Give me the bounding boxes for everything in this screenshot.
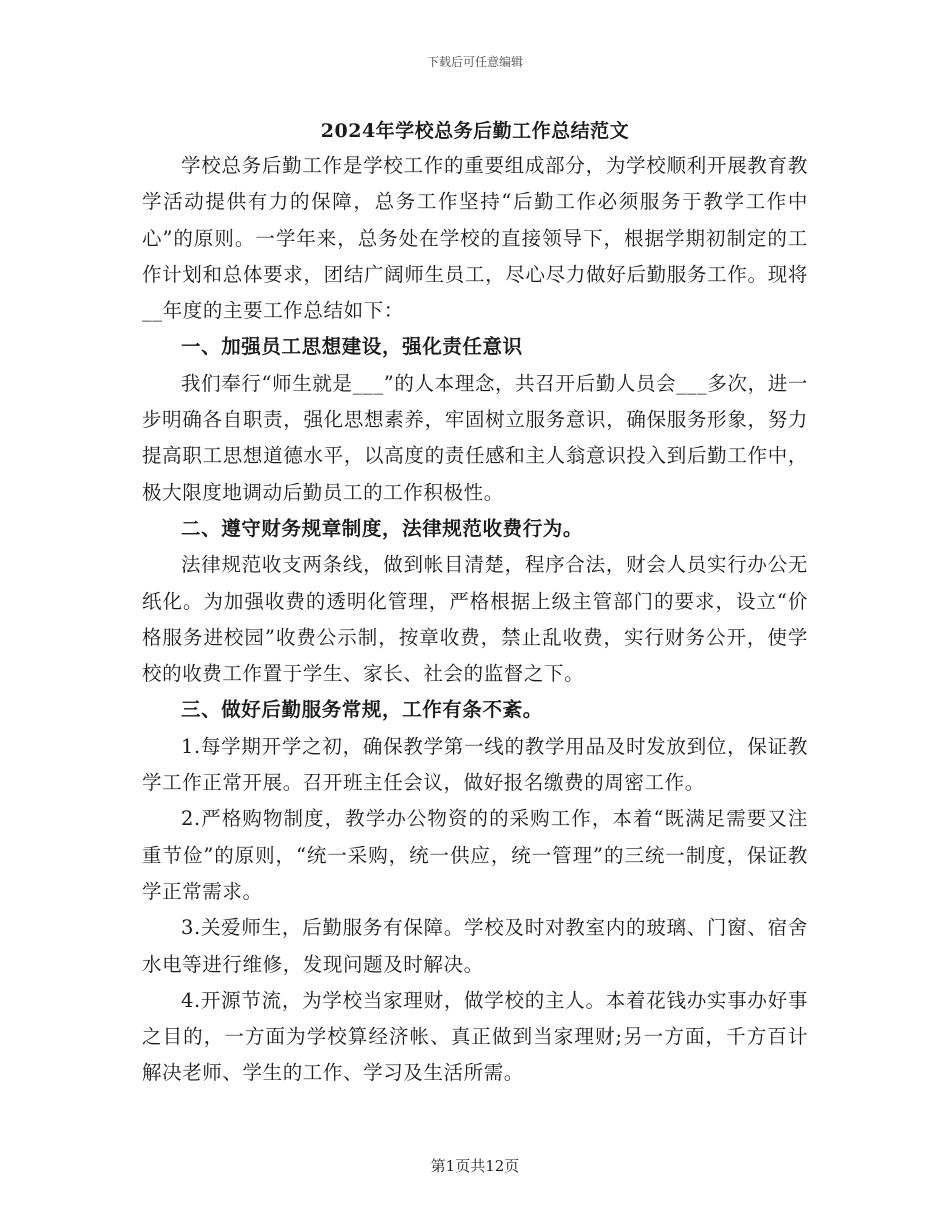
section-heading-1: 一、加强员工思想建设，强化责任意识 (181, 335, 523, 359)
paragraph-item-2: 2.严格购物制度，教学办公物资的的采购工作，本着“既满足需要又注重节俭”的原则，“统一采购，统一供应，统一管理”的三统一制度，保证教学正常需求。 (142, 807, 808, 903)
paragraph-section-2: 法律规范收支两条线，做到帐目清楚，程序合法，财会人员实行办公无纸化。为加强收费的透明化管理，严格根据上级主管部门的要求，设立“价格服务进校园”收费公示制，按章收费，禁止乱收费，实行财务公开，使学校的收费工作置于学生、家长、社会的监督之下。 (142, 553, 808, 686)
paragraph-item-3: 3.关爱师生，后勤服务有保障。学校及时对教室内的玻璃、门窗、宿舍水电等进行维修，发现问题及时解决。 (142, 916, 808, 976)
section-heading-2: 二、遵守财务规章制度，法律规范收费行为。 (181, 516, 584, 540)
section-heading-3: 三、做好后勤服务常规，工作有条不紊。 (181, 698, 543, 722)
paragraph-section-1: 我们奉行“师生就是___”的人本理念，共召开后勤人员会___多次，进一步明确各自职责，强化思想素养，牢固树立服务意识，确保服务形象，努力提高职工思想道德水平，以高度的责任感和主人翁意识投入到后勤工作中，极大限度地调动后勤员工的工作积极性。 (142, 371, 808, 504)
document-title: 2024年学校总务后勤工作总结范文 (320, 120, 630, 142)
page-number: 第1页共12页 (430, 1157, 520, 1175)
paragraph-item-1: 1.每学期开学之初，确保教学第一线的教学用品及时发放到位，保证教学工作正常开展。召开班主任会议，做好报名缴费的周密工作。 (142, 734, 808, 795)
page-header-note: 下载后可任意编辑 (426, 55, 523, 69)
paragraph-intro: 学校总务后勤工作是学校工作的重要组成部分，为学校顺利开展教育教学活动提供有力的保障，总务工作坚持“后勤工作必须服务于教学工作中心”的原则。一学年来，总务处在学校的直接领导下，根据学期初制定的工作计划和总体要求，团结广阔师生员工，尽心尽力做好后勤服务工作。现将__年度的主要工作总结如下： (142, 154, 808, 323)
paragraph-item-4: 4.开源节流，为学校当家理财，做学校的主人。本着花钱办实事办好事之目的，一方面为学校算经济帐、真正做到当家理财;另一方面，千方百计解决老师、学生的工作、学习及生活所需。 (142, 988, 808, 1085)
document-body (142, 148, 808, 1092)
